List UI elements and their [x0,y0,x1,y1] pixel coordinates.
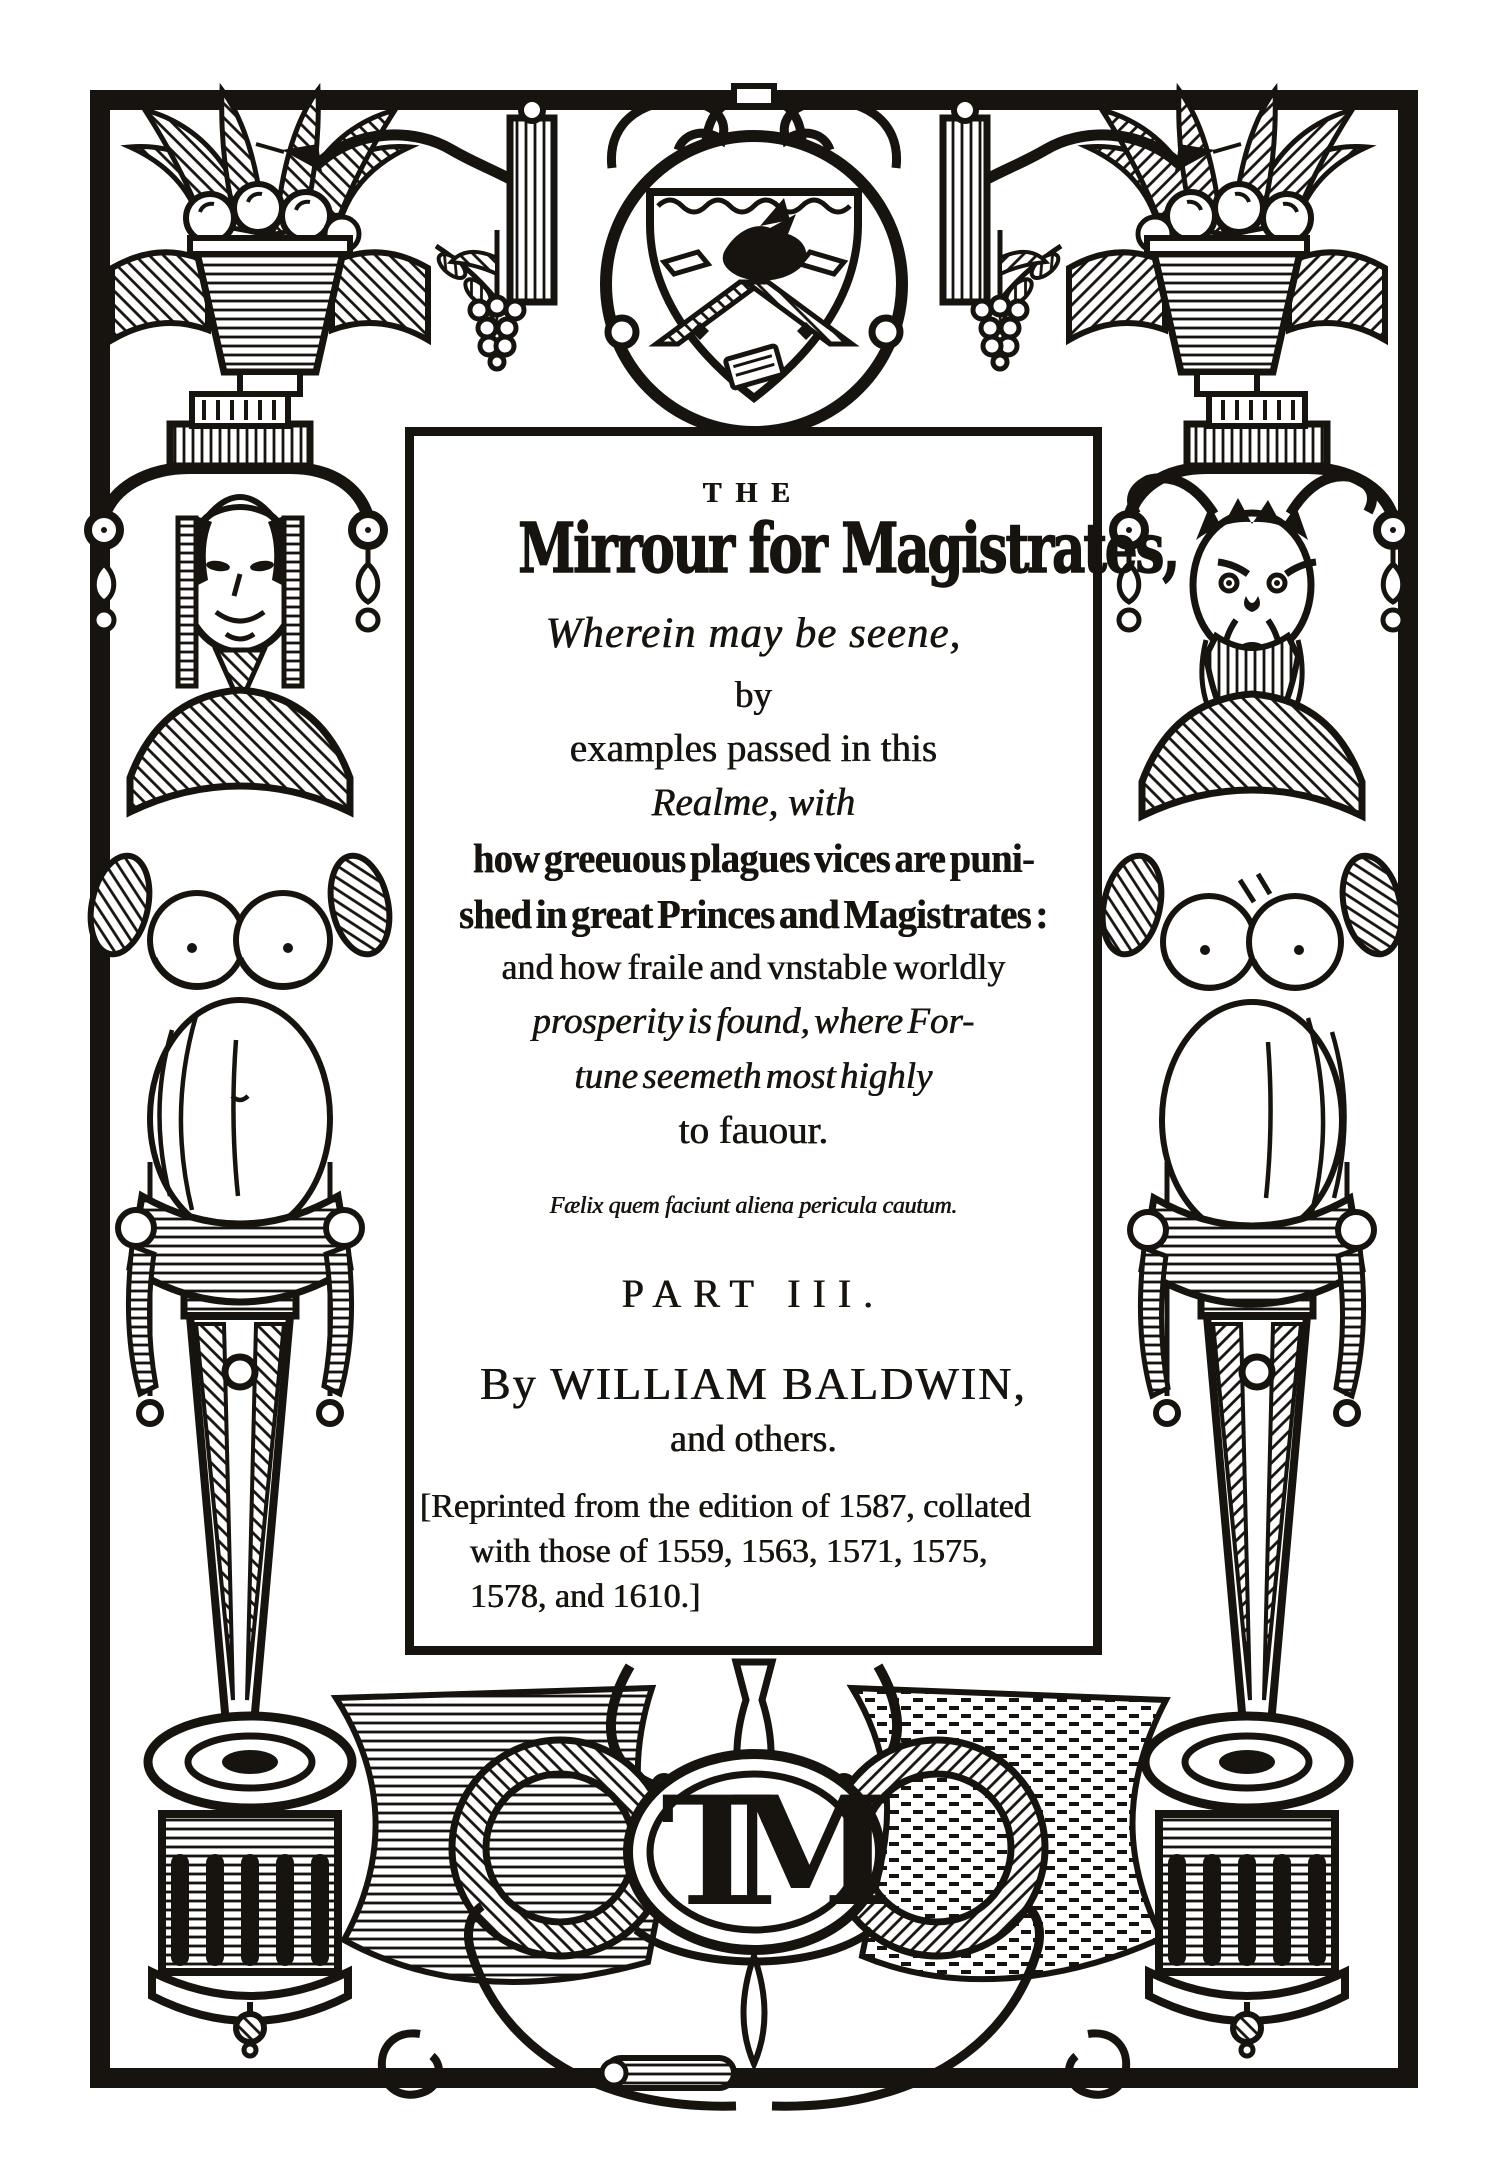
printer-monogram-cartouche [628,1754,887,1950]
author-byline: By WILLIAM BALDWIN, [480,1358,1027,1409]
subtitle-by: by [735,675,772,716]
main-title [414,509,1178,589]
pilaster-right [943,99,987,302]
main-title-text: Mirrour for Magistrates, [518,509,1178,589]
subtitle-examples: examples passed in this [569,727,938,770]
part-number: PART III. [621,1271,886,1316]
imprint-line-1: [Reprinted from the edition of 1587, collated [420,1488,1031,1525]
heraldic-shield [650,192,858,398]
pedestal-left [148,1716,352,2056]
coat-of-arms-cartouche [606,86,902,432]
subtitle-favour: to fauour. [678,1109,829,1152]
left-caryatid-figure [82,394,398,1758]
imprint-line-3: 1578, and 1610.] [470,1578,701,1615]
latin-motto: Fælix quem faciunt aliena pericula cautum. [549,1193,958,1219]
subtitle-prosperity-1: prosperity is found, where For- [532,1001,975,1042]
subtitle-fraile: and how fraile and vnstable worldly [501,947,1006,987]
subtitle-punished-1-text: how greeuous plagues vices are puni- [472,835,1035,881]
title-kicker: THE [702,478,805,509]
bottom-strapwork-band [336,1662,1166,2106]
pilaster-left [510,99,554,302]
subtitle-punished-1 [414,834,1093,882]
right-satyr-figure [1094,394,1410,1758]
satyr-horn-right [1290,476,1372,514]
printer-monogram: TM [661,1764,847,1940]
pedestal-right [1145,1716,1349,2056]
subtitle-punished-2 [414,890,1093,938]
top-ornament-band [112,86,1385,432]
subtitle-realme: Realme, with [651,781,856,824]
subtitle-prosperity-2: tune seemeth most highly [574,1056,933,1097]
author-byline-others: and others. [670,1418,837,1460]
subtitle-wherein: Wherein may be seene, [545,610,962,657]
subtitle-punished-2-text: shed in great Princes and Magistrates : [459,891,1048,937]
imprint-line-2: with those of 1559, 1563, 1571, 1575, [470,1533,988,1570]
title-text-panel [405,427,1178,1655]
reprint-imprint [414,1484,1093,1619]
